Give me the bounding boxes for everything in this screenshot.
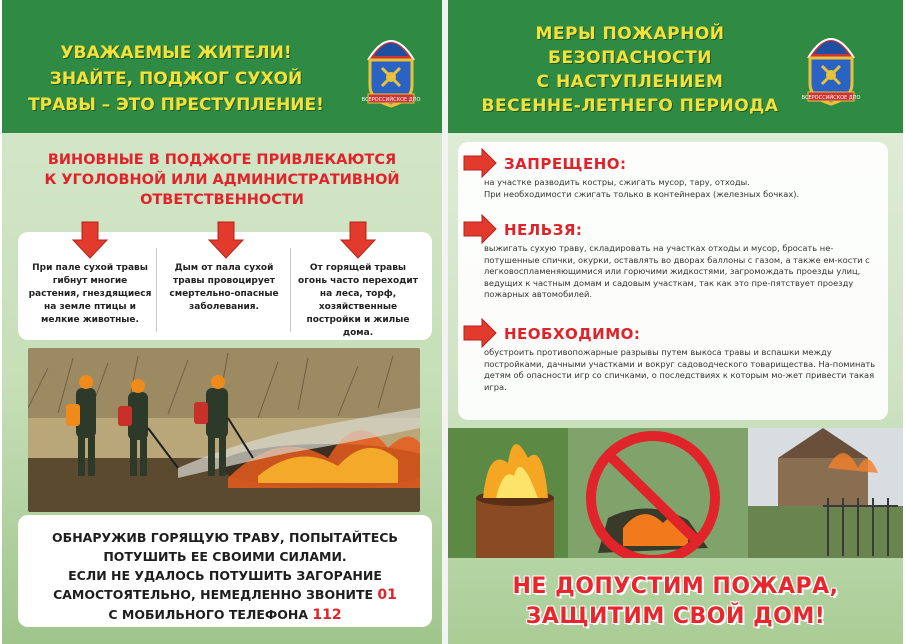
firefighters-photo — [28, 348, 420, 512]
arrow-down-icon — [72, 220, 108, 260]
liability-warning: ВИНОВНЫЕ В ПОДЖОГЕ ПРИВЛЕКАЮТСЯ К УГОЛОВНОЙ ИЛИ АДМИНИСТРАТИВНОЙ ОТВЕТСТВЕННОСТИ — [44, 152, 400, 208]
column-divider — [290, 248, 291, 332]
right-header-title: МЕРЫ ПОЖАРНОЙ БЕЗОПАСНОСТИ С НАСТУПЛЕНИЕМ ВЕСЕННЕ-ЛЕТНЕГО ПЕРИОДА — [481, 24, 779, 116]
left-leaflet-panel — [2, 0, 442, 644]
arrow-right-icon — [462, 318, 498, 348]
phone-mobile-number: 112 — [312, 607, 342, 623]
callout-line: С МОБИЛЬНОГО ТЕЛЕФОНА — [108, 607, 309, 622]
rule-text-forbidden: на участке разводить костры, сжигать мусор, тару, отходы. При необходимости сжигать только в контейнерах (железных бочках). — [484, 177, 800, 199]
callout-line: ОБНАРУЖИВ ГОРЯЩУЮ ТРАВУ, ПОПЫТАЙТЕСЬ — [52, 530, 398, 545]
fact-fire-spread: От горящей травы огонь часто переходит на леса, торф, хозяйственные постройки и жилые дома. — [298, 263, 418, 338]
arrow-down-icon — [340, 220, 376, 260]
right-leaflet-panel — [448, 0, 903, 644]
rule-title-required: НЕОБХОДИМО: — [504, 325, 641, 343]
emblem-icon — [800, 22, 862, 106]
callout-line-with-number — [20, 585, 430, 605]
callout-line: САМОСТОЯТЕЛЬНО, НЕМЕДЛЕННО ЗВОНИТЕ — [53, 587, 374, 602]
callout-line-with-number — [20, 605, 430, 625]
emblem-icon — [360, 24, 422, 108]
rule-text-not-allowed: выжигать сухую траву, складировать на участках отходы и мусор, бросать не-потушенные спички, окурки, оставлять во дворах баллоны с газом, а также ем-кости с легковоспламеняющимися или горючими жидкостями, загромождать проезды улиц, ведущих к частным домам и садовым участкам, так как это пре-пятствует проезду пожарных автомобилей. — [484, 243, 870, 299]
column-divider — [156, 248, 157, 332]
callout-line: ПОТУШИТЬ ЕЕ СВОИМИ СИЛАМИ. — [103, 549, 347, 564]
callout-line: ЕСЛИ НЕ УДАЛОСЬ ПОТУШИТЬ ЗАГОРАНИЕ — [68, 568, 382, 583]
fact-plants-animals: При пале сухой травы гибнут многие растения, гнездящиеся на земле птицы и мелкие животные. — [28, 263, 152, 325]
emblem-text: ВСЕРОССИЙСКОЕ ДПО — [361, 97, 421, 103]
emblem-text: ВСЕРОССИЙСКОЕ ДПО — [801, 95, 861, 101]
left-header-title: УВАЖАЕМЫЕ ЖИТЕЛИ! ЗНАЙТЕ, ПОДЖОГ СУХОЙ ТРАВЫ – ЭТО ПРЕСТУПЛЕНИЕ! — [28, 43, 324, 115]
emergency-callout — [20, 528, 430, 625]
phone-fixed-number: 01 — [377, 587, 397, 603]
arrow-down-icon — [208, 220, 244, 260]
rule-title-forbidden: ЗАПРЕЩЕНО: — [504, 155, 627, 173]
slogan: НЕ ДОПУСТИМ ПОЖАРА, ЗАЩИТИМ СВОЙ ДОМ! — [512, 574, 839, 629]
arrow-right-icon — [462, 148, 498, 178]
rule-text-required: обустроить противопожарные разрывы путем выкоса травы и вспашки между постройками, дачными участками и вокруг садоводческого товарищества. На-поминать детям об опасности игр со спичками, о последствиях к которым мо-жет привести такая игра. — [484, 347, 876, 392]
rule-title-not-allowed: НЕЛЬЗЯ: — [504, 221, 583, 239]
fact-smoke-disease: Дым от пала сухой травы провоцирует смертельно-опасные заболевания. — [169, 263, 279, 312]
arrow-right-icon — [462, 214, 498, 244]
burning-barrel-photo — [448, 428, 903, 558]
